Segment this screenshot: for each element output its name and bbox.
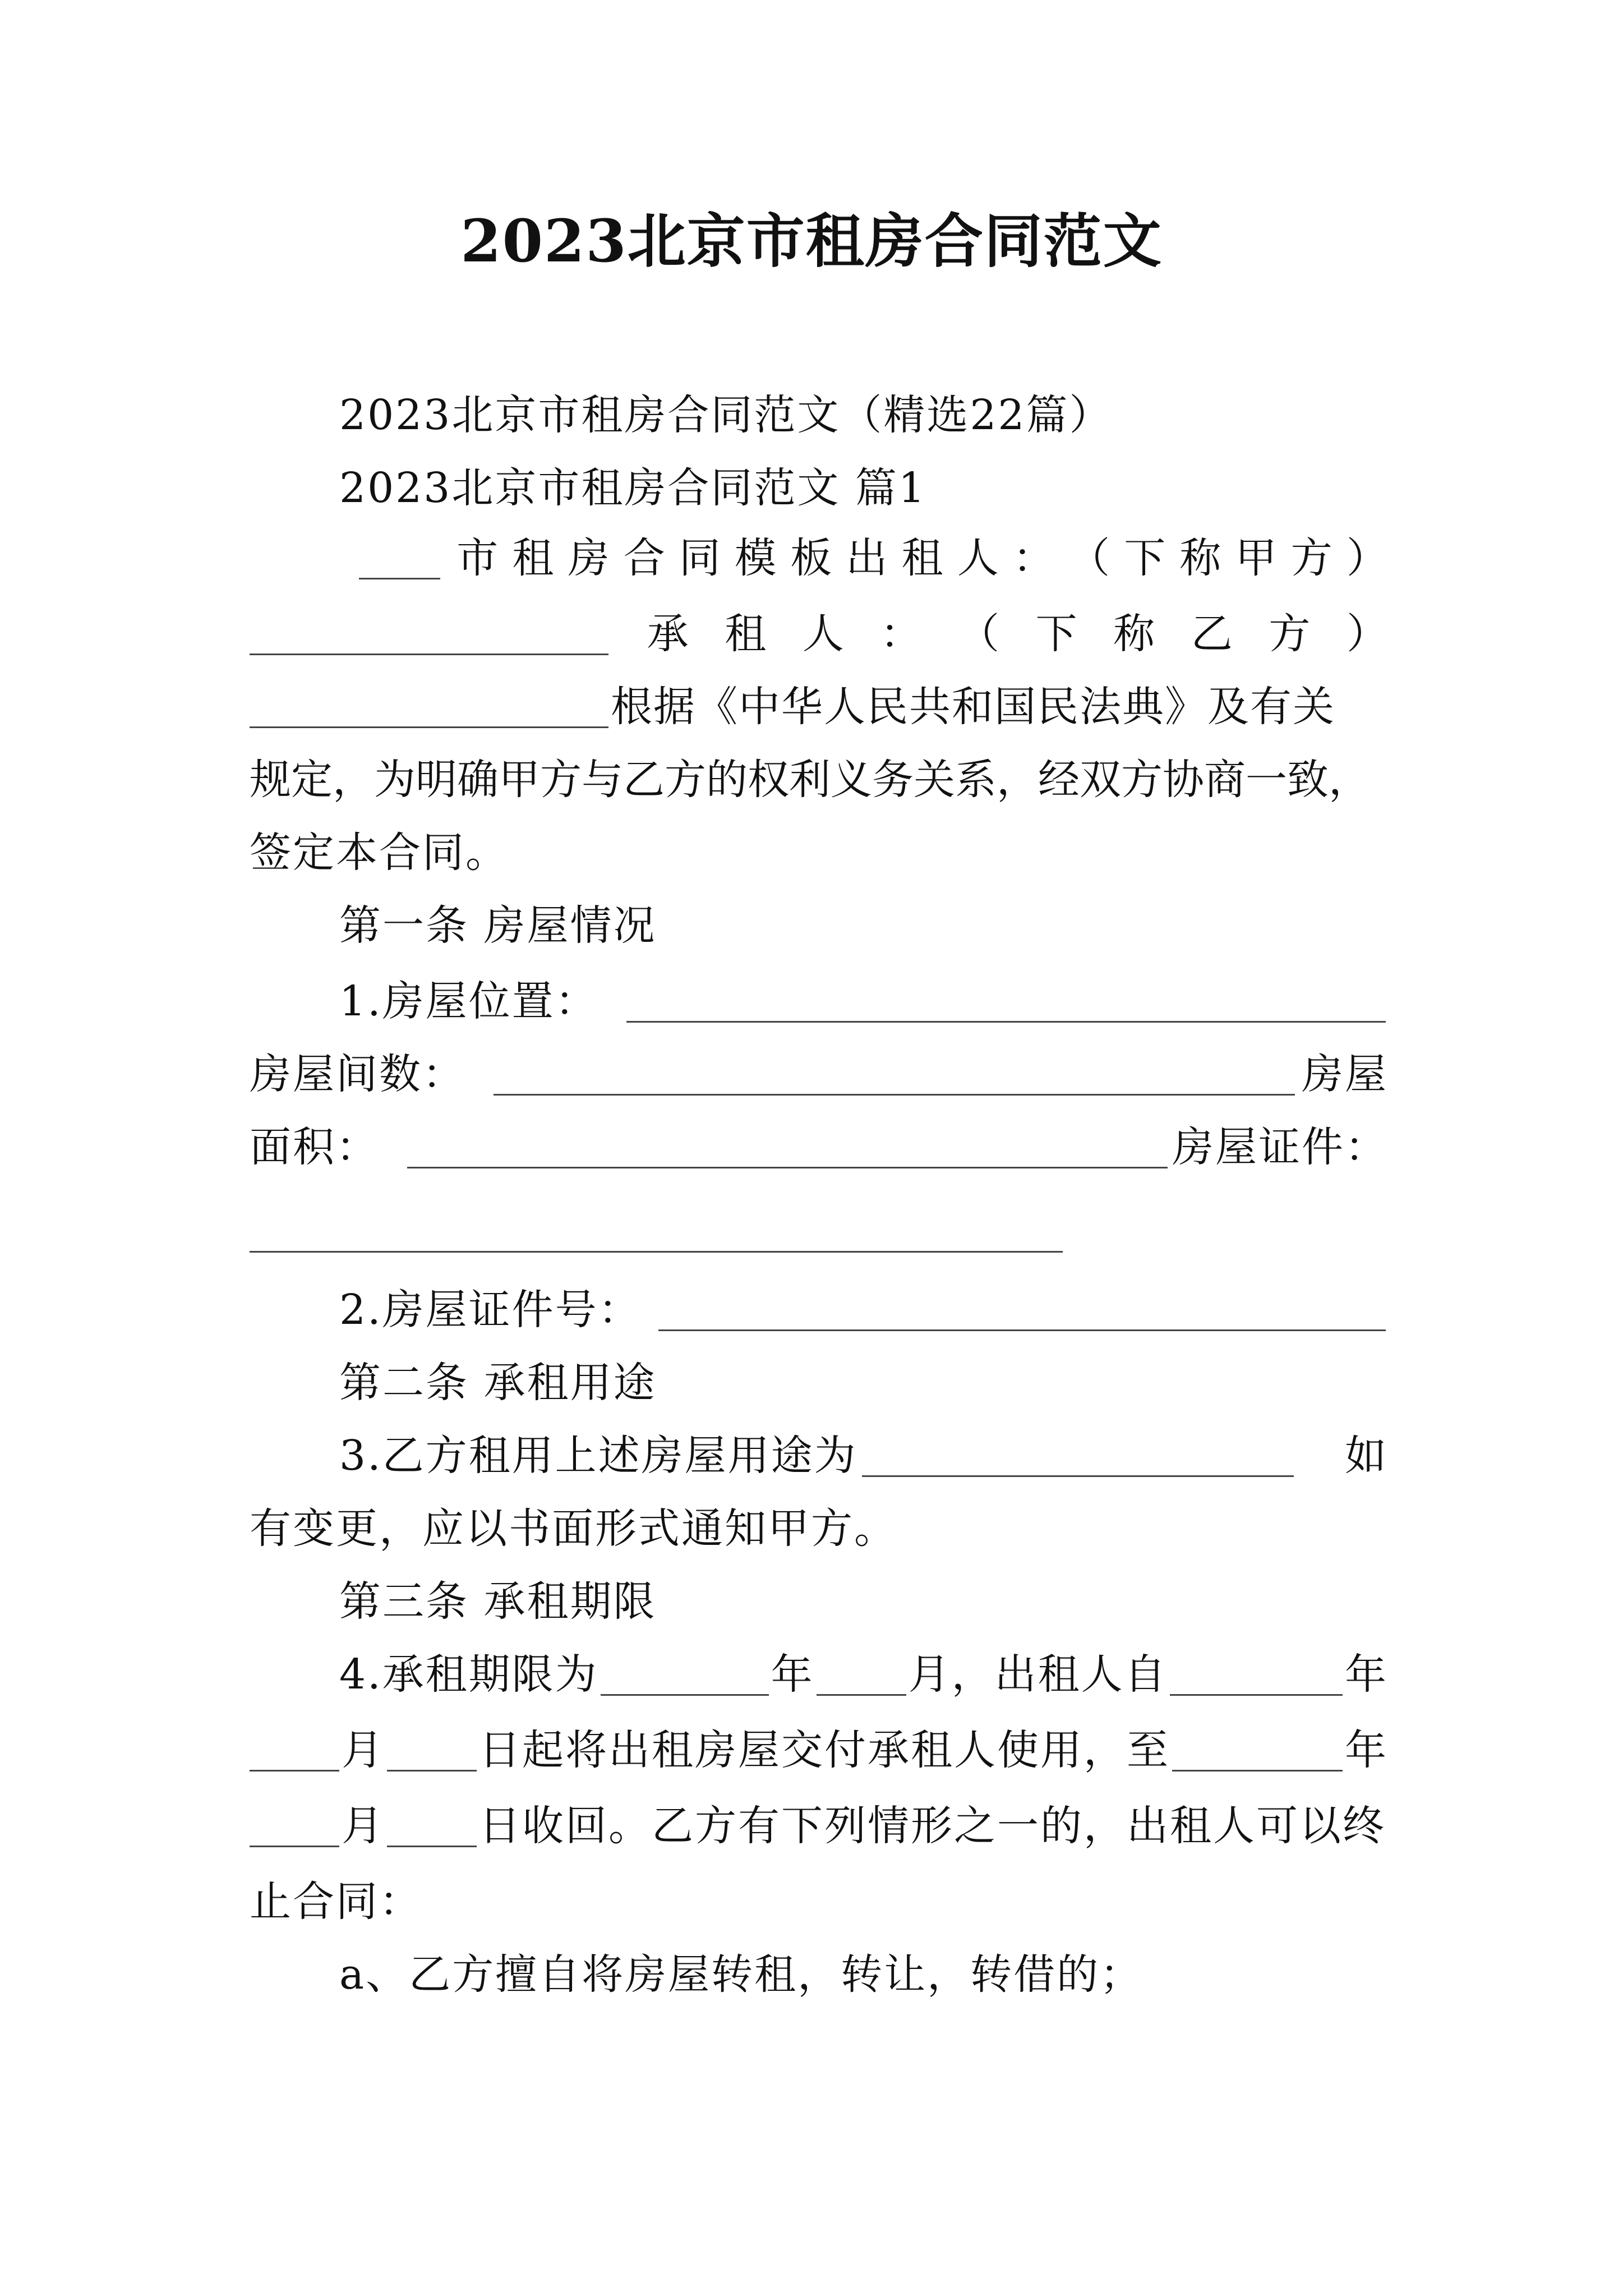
- termination-continued: 止合同：: [250, 1878, 422, 1926]
- intro-l1-char: 出: [846, 534, 888, 582]
- start-month-blank[interactable]: [250, 1731, 339, 1772]
- house-area-row: [250, 1119, 1388, 1175]
- intro-l1-char: 同: [679, 534, 721, 582]
- intro-l2-char: ）: [1346, 610, 1388, 658]
- house-area-blank[interactable]: [407, 1128, 1168, 1168]
- article-1-heading: 第一条 房屋情况: [339, 901, 657, 950]
- document-title: 2023北京市租房合同范文: [460, 206, 1163, 275]
- house-location-label: 1.房屋位置：: [339, 977, 598, 1025]
- lease-term-months-blank[interactable]: [817, 1655, 906, 1696]
- termination-text: 日收回。乙方有下列情形之一的，出租人可以终: [479, 1802, 1386, 1850]
- intro-l2-char: ：: [880, 610, 922, 658]
- intro-l1-char: 甲: [1235, 534, 1277, 582]
- termination-item-a: a、乙方擅自将房屋转租，转让，转借的；: [339, 1950, 1144, 1999]
- intro-l2-char: 租: [725, 610, 767, 658]
- delivery-text: 日起将出租房屋交付承租人使用，至: [479, 1726, 1170, 1774]
- house-cert-no-row: [339, 1282, 1388, 1338]
- intro-line-4: 规定，为明确甲方与乙方的权利义务关系，经双方协商一致，: [250, 756, 1370, 804]
- lessor-name-blank[interactable]: [250, 614, 608, 655]
- lease-term-row-2: [250, 1722, 1388, 1778]
- intro-l1-char: 合: [623, 534, 665, 582]
- lease-term-row-1: [339, 1646, 1388, 1703]
- year-label: 年: [1345, 1726, 1388, 1774]
- intro-l1-char: 租: [512, 534, 554, 582]
- house-rooms-label: 房屋间数：: [250, 1050, 465, 1098]
- lease-start-label: ，出租人自: [951, 1650, 1168, 1699]
- month-label: 月: [342, 1802, 385, 1850]
- intro-l1-char: ：: [1012, 534, 1054, 582]
- intro-l2-char: 下: [1035, 610, 1077, 658]
- house-location-blank[interactable]: [626, 982, 1386, 1023]
- house-location-row: [339, 973, 1388, 1029]
- end-year-blank[interactable]: [1172, 1731, 1343, 1772]
- house-cert-row: [250, 1203, 1388, 1259]
- intro-l1-char: 板: [790, 534, 832, 582]
- year-label: 年: [771, 1650, 814, 1699]
- intro-l1-char: 称: [1179, 534, 1221, 582]
- intro-l1-char: 人: [957, 534, 999, 582]
- intro-l1-char: 下: [1124, 534, 1166, 582]
- start-year-blank[interactable]: [1170, 1655, 1343, 1696]
- intro-l2-char: 承: [647, 610, 689, 658]
- intro-legal-basis: 根据《中华人民共和国民法典》及有关: [611, 683, 1335, 731]
- house-cert-blank[interactable]: [250, 1212, 1063, 1253]
- month-label: 月: [908, 1650, 952, 1699]
- usage-label: 3.乙方租用上述房屋用途为: [339, 1432, 857, 1480]
- intro-l1-char: （: [1068, 534, 1110, 582]
- house-rooms-row: [250, 1046, 1388, 1102]
- house-area-label-part1: 房屋: [1302, 1050, 1388, 1098]
- usage-continued: 有变更，应以书面形式通知甲方。: [250, 1504, 897, 1553]
- intro-l2-char: 称: [1113, 610, 1155, 658]
- lessee-name-blank[interactable]: [250, 687, 608, 728]
- intro-l1-char: 方: [1290, 534, 1332, 582]
- house-rooms-blank[interactable]: [494, 1055, 1295, 1096]
- intro-line-1: [359, 530, 1388, 586]
- intro-line-2: [250, 606, 1388, 662]
- article-2-heading: 第二条 承租用途: [339, 1359, 657, 1407]
- subtitle: 2023北京市租房合同范文（精选22篇）: [339, 391, 1113, 439]
- end-day-blank[interactable]: [387, 1806, 477, 1847]
- lessor-city-blank[interactable]: [359, 539, 440, 579]
- intro-l2-char: 乙: [1191, 610, 1233, 658]
- intro-l2-char: 方: [1269, 610, 1311, 658]
- intro-l2-char: 人: [802, 610, 844, 658]
- house-cert-label: 房屋证件：: [1172, 1123, 1388, 1171]
- month-label: 月: [342, 1726, 385, 1774]
- usage-row: [339, 1428, 1388, 1484]
- house-cert-no-blank[interactable]: [658, 1290, 1386, 1331]
- house-cert-no-label: 2.房屋证件号：: [339, 1286, 642, 1334]
- intro-line-3: [250, 679, 1388, 735]
- intro-l1-char: 房: [568, 534, 610, 582]
- chapter-heading: 2023北京市租房合同范文 篇1: [339, 464, 926, 512]
- intro-l1-char: 租: [901, 534, 943, 582]
- lease-term-label: 4.承租期限为: [339, 1650, 598, 1699]
- start-day-blank[interactable]: [387, 1731, 477, 1772]
- year-label: 年: [1345, 1650, 1388, 1699]
- intro-l2-char: （: [957, 610, 999, 658]
- lease-term-row-3: [250, 1798, 1388, 1854]
- intro-l1-char: ）: [1346, 534, 1388, 582]
- intro-l1-char: 市: [457, 534, 499, 582]
- house-area-label-part2: 面积：: [250, 1123, 379, 1171]
- intro-l1-char: 模: [735, 534, 777, 582]
- usage-blank[interactable]: [862, 1436, 1294, 1477]
- intro-line-5: 签定本合同。: [250, 829, 509, 877]
- article-3-heading: 第三条 承租期限: [339, 1577, 657, 1626]
- usage-tail: 如: [1345, 1432, 1388, 1480]
- end-month-blank[interactable]: [250, 1806, 339, 1847]
- lease-term-years-blank[interactable]: [601, 1655, 769, 1696]
